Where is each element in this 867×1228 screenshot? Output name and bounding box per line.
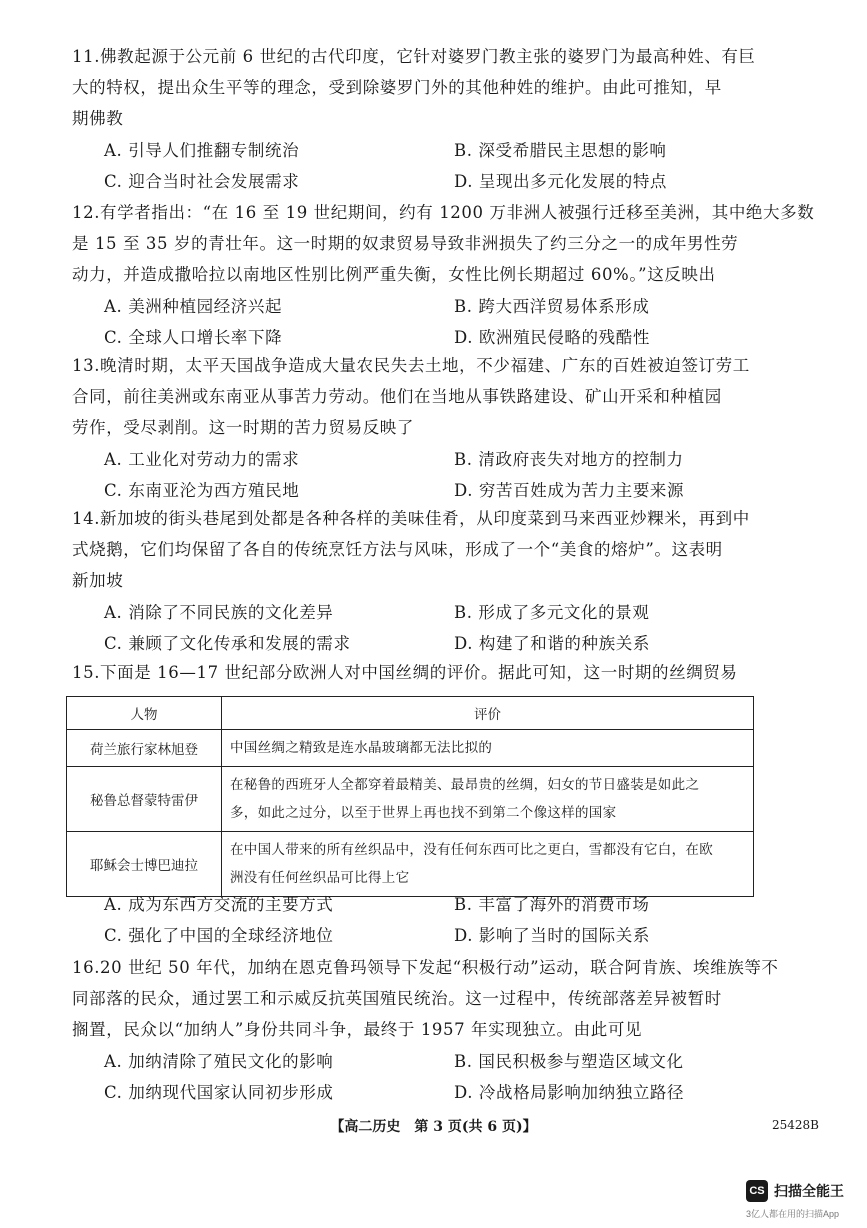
evaluation-table [66, 696, 754, 897]
table-header: 人物 [67, 697, 222, 730]
comment-cell [222, 832, 754, 897]
comment-cell [222, 767, 754, 832]
option-a: A. 引导人们推翻专制统治 [104, 141, 300, 160]
exam-code: 25428B [772, 1118, 819, 1132]
option-a: A. 美洲种植园经济兴起 [104, 297, 283, 316]
option-d: D. 穷苦百姓成为苦力主要来源 [454, 481, 685, 500]
option-d: D. 冷战格局影响加纳独立路径 [454, 1083, 685, 1102]
camscanner-logo-icon: CS [746, 1180, 768, 1202]
question-line: 劳作，受尽剥削。这一时期的苦力贸易反映了 [72, 418, 414, 437]
comment-line: 在中国人带来的所有丝织品中，没有任何东西可比之更白，雪都没有它白，在欧 [230, 842, 713, 858]
table-row [67, 730, 754, 767]
option-c: C. 迎合当时社会发展需求 [104, 172, 300, 191]
question-line: 同部落的民众，通过罢工和示威反抗英国殖民统治。这一过程中，传统部落差异被暂时 [72, 989, 722, 1008]
comment-line: 洲没有任何丝织品可比得上它 [230, 870, 410, 886]
option-a: A. 消除了不同民族的文化差异 [104, 603, 334, 622]
question-line: 式烧鹅，它们均保留了各自的传统烹饪方法与风味，形成了一个“美食的熔炉”。这表明 [72, 540, 723, 559]
option-d: D. 呈现出多元化发展的特点 [454, 172, 668, 191]
option-c: C. 东南亚沦为西方殖民地 [104, 481, 300, 500]
person-cell: 秘鲁总督蒙特雷伊 [67, 767, 222, 832]
option-c: C. 加纳现代国家认同初步形成 [104, 1083, 334, 1102]
person-cell: 荷兰旅行家林旭登 [67, 730, 222, 767]
watermark-subtitle: 3亿人都在用的扫描App [746, 1209, 840, 1219]
question-line: 动力，并造成撒哈拉以南地区性别比例严重失衡，女性比例长期超过 60%。”这反映出 [72, 265, 716, 284]
option-b: B. 丰富了海外的消费市场 [454, 895, 650, 914]
question-line: 合同，前往美洲或东南亚从事苦力劳动。他们在当地从事铁路建设、矿山开采和种植园 [72, 387, 722, 406]
option-b: B. 跨大西洋贸易体系形成 [454, 297, 650, 316]
table-row [67, 767, 754, 832]
question-line: 13.晚清时期，太平天国战争造成大量农民失去土地，不少福建、广东的百姓被迫签订劳工 [72, 356, 750, 375]
question-line: 期佛教 [72, 109, 124, 128]
option-c: C. 强化了中国的全球经济地位 [104, 926, 334, 945]
option-a: A. 加纳清除了殖民文化的影响 [104, 1052, 334, 1071]
question-line: 12.有学者指出：“在 16 至 19 世纪期间，约有 1200 万非洲人被强行迁移至美洲，其中绝大多数 [72, 203, 815, 222]
page-footer: 【高二历史 第 3 页(共 6 页)】 [330, 1119, 537, 1135]
table-header: 评价 [222, 697, 754, 730]
option-a: A. 工业化对劳动力的需求 [104, 450, 300, 469]
option-b: B. 国民积极参与塑造区域文化 [454, 1052, 684, 1071]
question-line: 15.下面是 16—17 世纪部分欧洲人对中国丝绸的评价。据此可知，这一时期的丝绸贸易 [72, 663, 738, 682]
option-d: D. 构建了和谐的种族关系 [454, 634, 650, 653]
question-line: 搁置，民众以“加纳人”身份共同斗争，最终于 1957 年实现独立。由此可见 [72, 1020, 643, 1039]
option-b: B. 清政府丧失对地方的控制力 [454, 450, 684, 469]
table-header-row [67, 697, 754, 730]
option-b: B. 深受希腊民主思想的影响 [454, 141, 667, 160]
question-line: 14.新加坡的街头巷尾到处都是各种各样的美味佳肴，从印度菜到马来西亚炒粿米，再到中 [72, 509, 750, 528]
comment-cell [222, 730, 754, 767]
option-d: D. 欧洲殖民侵略的残酷性 [454, 328, 650, 347]
comment-line: 多，如此之过分，以至于世界上再也找不到第二个像这样的国家 [230, 805, 617, 821]
option-a: A. 成为东西方交流的主要方式 [104, 895, 334, 914]
watermark-name: 扫描全能王 [774, 1183, 844, 1199]
question-line: 16.20 世纪 50 年代，加纳在恩克鲁玛领导下发起“积极行动”运动，联合阿肯族、埃维族等不 [72, 958, 779, 977]
question-line: 新加坡 [72, 571, 124, 590]
person-cell: 耶稣会士博巴迪拉 [67, 832, 222, 897]
question-line: 11.佛教起源于公元前 6 世纪的古代印度，它针对婆罗门教主张的婆罗门为最高种姓、有巨 [72, 47, 756, 66]
table-row [67, 832, 754, 897]
question-line: 大的特权，提出众生平等的理念，受到除婆罗门外的其他种姓的维护。由此可推知，早 [72, 78, 722, 97]
option-b: B. 形成了多元文化的景观 [454, 603, 650, 622]
scanner-watermark [746, 1180, 844, 1202]
question-line: 是 15 至 35 岁的青壮年。这一时期的奴隶贸易导致非洲损失了约三分之一的成年男性劳 [72, 234, 739, 253]
option-c: C. 兼顾了文化传承和发展的需求 [104, 634, 351, 653]
comment-line: 中国丝绸之精致是连水晶玻璃都无法比拟的 [230, 740, 493, 756]
option-c: C. 全球人口增长率下降 [104, 328, 283, 347]
comment-line: 在秘鲁的西班牙人全都穿着最精美、最昂贵的丝绸，妇女的节日盛装是如此之 [230, 777, 700, 793]
option-d: D. 影响了当时的国际关系 [454, 926, 650, 945]
